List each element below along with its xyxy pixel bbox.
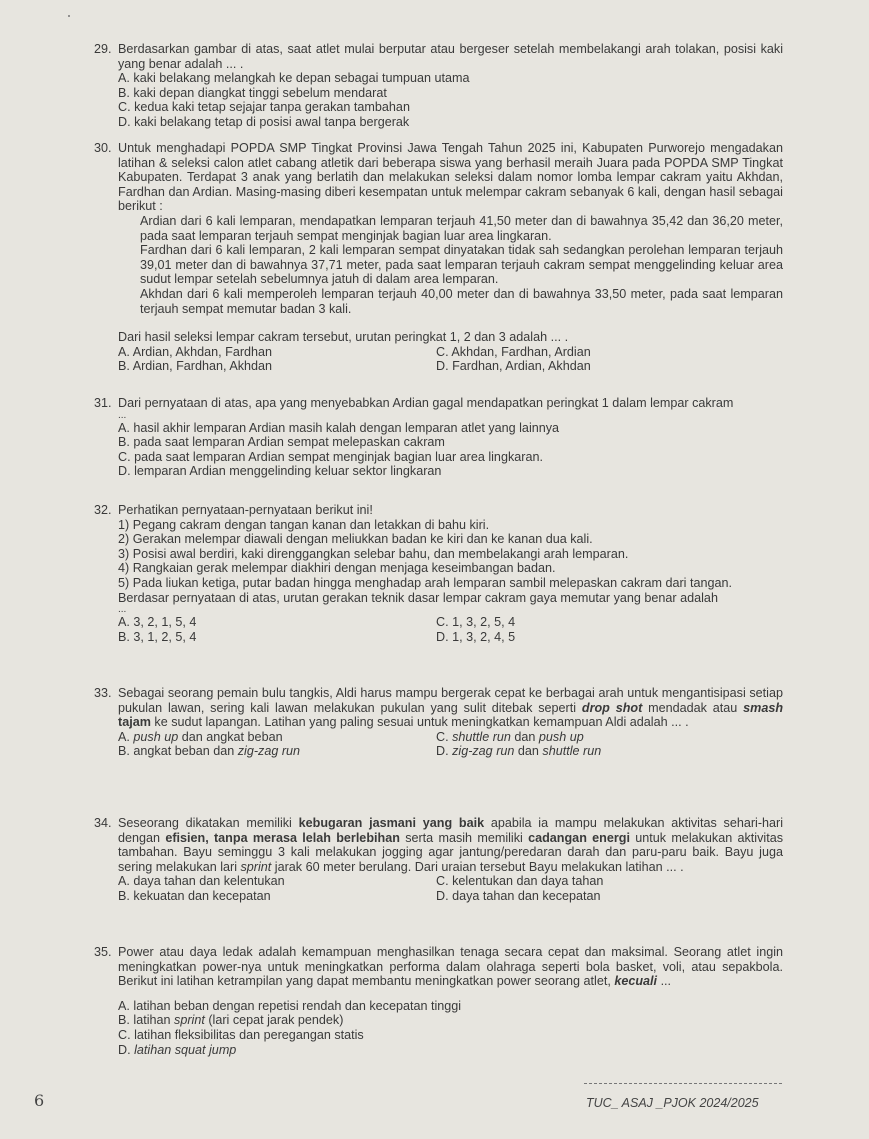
option-c: C. kelentukan dan daya tahan bbox=[436, 874, 604, 889]
option-d: D. kaki belakang tetap di posisi awal tanpa bergerak bbox=[118, 114, 410, 129]
question-number: 31. bbox=[94, 396, 112, 410]
option-a: A. Ardian, Akhdan, Fardhan bbox=[118, 344, 273, 359]
option-b: B. Ardian, Fardhan, Akhdan bbox=[118, 359, 273, 374]
statements-list bbox=[118, 518, 783, 591]
options-grid bbox=[118, 730, 783, 759]
question-29 bbox=[94, 42, 783, 130]
question-33 bbox=[94, 686, 784, 759]
question-35 bbox=[94, 945, 783, 1057]
option-c: C. 1, 3, 2, 5, 4 bbox=[436, 615, 516, 630]
question-stem: Dari pernyataan di atas, apa yang menyebabkan Ardian gagal mendapatkan peringkat 1 dalam lempar cakram bbox=[118, 396, 734, 410]
question-stem: Berdasarkan gambar di atas, saat atlet mulai berputar atau bergeser setelah membelakangi arah tolakan, posisi kaki yang benar adalah ... . bbox=[118, 42, 783, 71]
option-d: D. zig-zag run dan shuttle run bbox=[436, 744, 602, 759]
option-a: A. 3, 2, 1, 5, 4 bbox=[118, 615, 197, 630]
option-a: A. kaki belakang melangkah ke depan sebagai tumpuan utama bbox=[118, 71, 470, 86]
question-32 bbox=[94, 503, 783, 644]
option-c: C. kedua kaki tetap sejajar tanpa gerakan tambahan bbox=[118, 100, 410, 115]
option-b: B. kekuatan dan kecepatan bbox=[118, 888, 271, 903]
footer-divider bbox=[584, 1083, 782, 1084]
question-number: 34. bbox=[94, 816, 112, 830]
option-c: C. latihan fleksibilitas dan peregangan statis bbox=[118, 1027, 364, 1042]
options-grid bbox=[118, 615, 783, 644]
option-b: B. latihan sprint (lari cepat jarak pendek) bbox=[118, 1013, 344, 1028]
option-a: A. hasil akhir lemparan Ardian masih kalah dengan lemparan atlet yang lainnya bbox=[118, 420, 560, 435]
question-stem: Power atau daya ledak adalah kemampuan menghasilkan tenaga secara cepat dan maksimal. Seorang atlet ingin meningkatkan power-nya untuk meningkatkan performa dalam olahraga seperti bola basket, voli, atau sepakbola. Berikut ini latihan ketrampilan yang dapat membantu meningkatkan power seorang atlet, kecuali ... bbox=[118, 945, 783, 989]
statement-1: 1) Pegang cakram dengan tangan kanan dan letakkan di bahu kiri. bbox=[118, 517, 490, 532]
statement-3: 3) Posisi awal berdiri, kaki direnggangkan selebar bahu, dan membelakangi arah lemparan. bbox=[118, 546, 629, 561]
option-b: B. pada saat lemparan Ardian sempat melepaskan cakram bbox=[118, 435, 445, 450]
option-d: D. daya tahan dan kecepatan bbox=[436, 888, 601, 903]
options-grid bbox=[118, 874, 783, 903]
question-number: 33. bbox=[94, 686, 112, 700]
result-fardhan: Fardhan dari 6 kali lemparan, 2 kali lemparan sempat dinyatakan tidak sah sedangkan perolehan lemparan terjauh 39,01 meter dan di bawahnya 37,71 meter, pada saat lemparan terjauh cakram sempat menggelinding keluar area sudut lempar setelah sebelumnya jatuh di dalam area lemparan. bbox=[140, 243, 783, 287]
option-b: B. 3, 1, 2, 5, 4 bbox=[118, 629, 197, 644]
page-number: 6 bbox=[34, 1091, 45, 1110]
option-d: D. lemparan Ardian menggelinding keluar sektor lingkaran bbox=[118, 464, 442, 479]
page-speck bbox=[68, 15, 70, 17]
question-number: 30. bbox=[94, 141, 112, 155]
option-d: D. 1, 3, 2, 4, 5 bbox=[436, 629, 516, 644]
question-30 bbox=[94, 141, 783, 374]
option-a: A. push up dan angkat beban bbox=[118, 729, 283, 744]
option-a: A. daya tahan dan kelentukan bbox=[118, 874, 285, 889]
question-34 bbox=[94, 816, 784, 904]
option-d: D. Fardhan, Ardian, Akhdan bbox=[436, 359, 591, 374]
question-31 bbox=[94, 396, 783, 479]
result-akhdan: Akhdan dari 6 kali memperoleh lemparan terjauh 40,00 meter dan di bawahnya 33,50 meter, pada saat lemparan terjauh sempat memutar badan 3 kali. bbox=[140, 286, 783, 316]
question-number: 32. bbox=[94, 503, 112, 517]
option-b: B. kaki depan diangkat tinggi sebelum mendarat bbox=[118, 85, 387, 100]
question-prompt: Berdasar pernyataan di atas, urutan gerakan teknik dasar lempar cakram gaya memutar yang benar adalah bbox=[118, 590, 718, 605]
question-stem: Seseorang dikatakan memiliki kebugaran jasmani yang baik apabila ia mampu melakukan aktivitas sehari-hari dengan efisien, tanpa merasa lelah berlebihan serta masih memiliki cadangan energi untuk melakukan aktivitas tambahan. Bayu seminggu 3 kali melakukan jogging agar jantung/peredaran darah dan paru-paru baik. Bayu juga sering melakukan lari sprint jarak 60 meter berulang. Dari uraian tersebut Bayu melakukan latihan ... . bbox=[118, 816, 784, 874]
results-list bbox=[118, 214, 783, 316]
option-d: D. latihan squat jump bbox=[118, 1042, 237, 1057]
footer-code: TUC_ ASAJ _PJOK 2024/2025 bbox=[586, 1096, 759, 1110]
statement-5: 5) Pada liukan ketiga, putar badan hingga menghadap arah lemparan sambil melepaskan cakram dari tangan. bbox=[118, 575, 732, 590]
question-number: 29. bbox=[94, 42, 112, 56]
statement-4: 4) Rangkaian gerak melempar diakhiri dengan menjaga keseimbangan badan. bbox=[118, 561, 556, 576]
option-a: A. latihan beban dengan repetisi rendah dan kecepatan tinggi bbox=[118, 998, 462, 1013]
ellipsis: ... bbox=[118, 604, 127, 616]
option-c: C. Akhdan, Fardhan, Ardian bbox=[436, 344, 591, 359]
result-ardian: Ardian dari 6 kali lemparan, mendapatkan lemparan terjauh 41,50 meter dan di bawahnya 35,42 dan 36,20 meter, pada saat lemparan terjauh sempat menginjak bagian luar area lingkaran. bbox=[140, 213, 783, 243]
question-number: 35. bbox=[94, 945, 112, 959]
option-c: C. pada saat lemparan Ardian sempat menginjak bagian luar area lingkaran. bbox=[118, 449, 543, 464]
option-b: B. angkat beban dan zig-zag run bbox=[118, 744, 301, 759]
question-stem: Untuk menghadapi POPDA SMP Tingkat Provinsi Jawa Tengah Tahun 2025 ini, Kabupaten Purworejo mengadakan latihan & seleksi calon atlet cabang atletik dari beberapa siswa yang berhasil meraih Juara pada POPDA SMP Tingkat Kabupaten. Terdapat 3 anak yang berlatih dan melakukan seleksi dalam nomor lomba lempar cakram yaitu Akhdan, Fardhan dan Ardian. Masing-masing diberi kesempatan untuk melempar cakram sebanyak 6 kali, dengan hasil sebagai berikut : bbox=[118, 141, 783, 214]
options-grid bbox=[118, 345, 783, 374]
option-c: C. shuttle run dan push up bbox=[436, 729, 584, 744]
question-stem: Perhatikan pernyataan-pernyataan berikut ini! bbox=[118, 503, 373, 517]
question-stem: Sebagai seorang pemain bulu tangkis, Aldi harus mampu bergerak cepat ke berbagai arah untuk mengantisipasi setiap pukulan lawan, sering kali lawan melakukan pukulan yang sulit ditebak seperti drop shot mendadak atau smash tajam ke sudut lapangan. Latihan yang paling sesuai untuk meningkatkan kemampuan Aldi adalah ... . bbox=[118, 686, 784, 730]
statement-2: 2) Gerakan melempar diawali dengan meliukkan badan ke kiri dan ke kanan dua kali. bbox=[118, 532, 593, 547]
question-prompt: Dari hasil seleksi lempar cakram tersebut, urutan peringkat 1, 2 dan 3 adalah ... . bbox=[118, 330, 569, 345]
ellipsis: ... bbox=[118, 409, 127, 421]
